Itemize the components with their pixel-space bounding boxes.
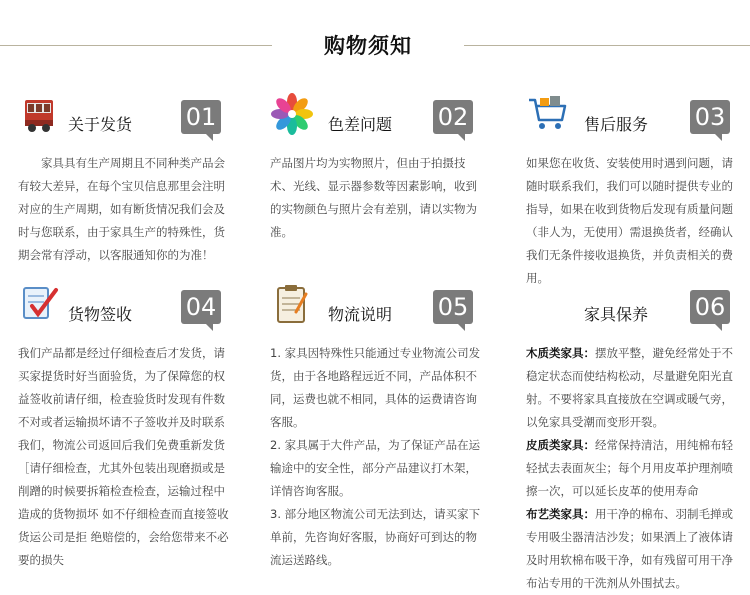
care-label: 木质类家具： — [526, 346, 595, 360]
section-title: 售后服务 — [584, 115, 649, 134]
care-item-leather — [526, 434, 740, 503]
section-body — [526, 152, 736, 290]
section-body — [270, 152, 482, 244]
color-wheel-icon — [270, 92, 314, 136]
logistics-item: 3. 部分地区物流公司无法到达，请买家下单前，先咨询好客服，协商好可到达的物流运送路线。 — [270, 507, 481, 567]
section-body — [526, 342, 740, 595]
section-number-badge: 04 — [181, 290, 221, 324]
care-label: 皮质类家具： — [526, 438, 595, 452]
section-title: 物流说明 — [328, 305, 393, 324]
section-text: 产品图片均为实物照片，但由于拍摄技术、光线、显示器参数等因素影响，收到的实物颜色与照片会有差别，请以实物为准。 — [270, 156, 477, 239]
clipboard-icon — [270, 282, 314, 326]
section-title: 关于发货 — [68, 115, 133, 134]
header-divider-right — [464, 45, 750, 46]
section-title: 家具保养 — [584, 305, 649, 324]
care-text: 经常保持清洁，用纯棉布轻轻拭去表面灰尘；每个月用皮革护理剂喷擦一次，可以延长皮革的使用寿命 — [526, 438, 733, 498]
logistics-item: 1. 家具因特殊性只能通过专业物流公司发货，由于各地路程远近不同，产品体积不同，运费也就不相同，具体的运费请咨询客服。 — [270, 346, 481, 429]
section-body — [18, 342, 233, 572]
section-number-badge: 03 — [690, 100, 730, 134]
truck-icon — [18, 92, 62, 136]
section-number-badge: 06 — [690, 290, 730, 324]
section-text: 我们产品都是经过仔细检查后才发货，请买家提货时好当面验货，为了保障您的权益签收前请仔细，检查验货时发现有件数不对或者运输损坏请不子签收并及时联系我们，物流公司返回后我们免费重新发货［请仔细检查，尤其外包装出现磨损或是削蹭的时候要拆箱检查检查，运输过程中造成的货物损坏 如不仔细检查而直接签收货运公司是拒 绝赔偿的，会给您带来不必要的损失 — [18, 346, 229, 567]
care-text: 用干净的棉布、羽制毛掸或专用吸尘器清洁沙发；如果洒上了液体请及时用软棉布吸干净，如有残留可用干净布沾专用的干洗剂从外围拭去。 — [526, 507, 733, 590]
section-number-badge: 05 — [433, 290, 473, 324]
page-header — [0, 0, 750, 80]
page-title: 购物须知 — [324, 34, 412, 58]
checklist-icon — [18, 282, 62, 326]
section-number-badge: 01 — [181, 100, 221, 134]
section-text: 家具具有生产周期且不同种类产品会有较大差异，在每个宝贝信息那里会注明对应的生产周期，如有断货情况我们会及时与您联系，由于家具生产的特殊性，货期会常有浮动，以客服通知你的为准！ — [18, 156, 225, 262]
section-title: 色差问题 — [328, 115, 393, 134]
section-body — [270, 342, 482, 572]
care-text: 摆放平整，避免经常处于不稳定状态而使结构松动，尽量避免阳光直射。不要将家具直接放在空调或暖气旁，以免家具受潮而变形开裂。 — [526, 346, 733, 429]
section-text: 如果您在收货、安装使用时遇到问题，请随时联系我们，我们可以随时提供专业的指导，如果在收到货物后发现有质量问题（非人为，无使用）需退换货者，经确认我们无条件接收退换货，并负责相关的费用。 — [526, 156, 733, 285]
section-number-badge: 02 — [433, 100, 473, 134]
header-divider-left — [0, 45, 272, 46]
section-title: 货物签收 — [68, 305, 133, 324]
shopping-cart-icon — [526, 92, 570, 136]
care-label: 布艺类家具： — [526, 507, 595, 521]
care-item-fabric — [526, 503, 740, 595]
logistics-item: 2. 家具属于大件产品，为了保证产品在运输途中的安全性，部分产品建议打木架，详情咨询客服。 — [270, 438, 481, 498]
care-item-wood — [526, 342, 740, 434]
section-body — [18, 152, 230, 267]
